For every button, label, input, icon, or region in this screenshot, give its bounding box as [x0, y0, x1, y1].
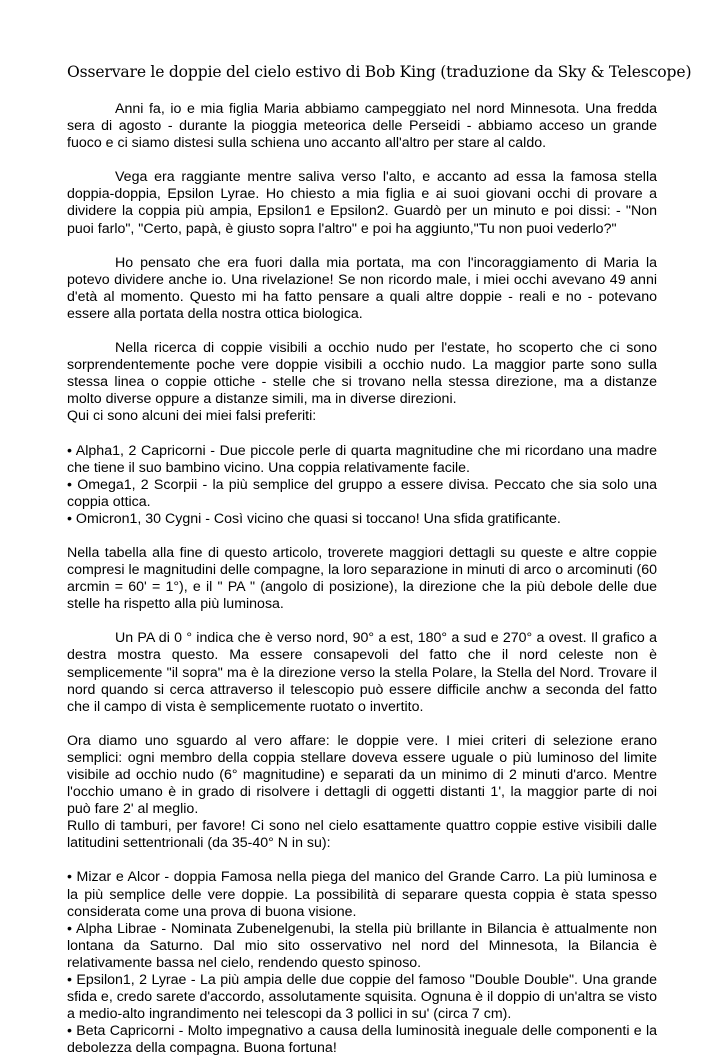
- list-item-omega-scorpii: • Omega1, 2 Scorpii - la più semplice del gruppo a essere divisa. Peccato che sia solo una coppia ottica.: [67, 476, 657, 510]
- document-body: [67, 101, 657, 1058]
- paragraph-true-doubles: Ora diamo uno sguardo al vero affare: le doppie vere. I miei criteri di selezione erano semplici: ogni membro della coppia stellare doveva essere uguale o più luminoso del limite visibile ad occhio nudo (6° magnitudine) e separati da un minimo di 2 minuti d'arco. Mentre l'occhio umano è in grado di risolvere i dettagli di oggetti distanti 1', la maggior parte di noi può fare 2' al meglio.: [67, 732, 657, 818]
- list-item-beta-capricorni: • Beta Capricorni - Molto impegnativo a causa della luminosità ineguale delle componenti e la debolezza della compagna. Buona fortuna!: [67, 1023, 657, 1057]
- list-item-mizar-alcor: • Mizar e Alcor - doppia Famosa nella piega del manico del Grande Carro. La più luminosa e la più semplice delle vere doppie. La possibilità di separare questa coppia è stata spesso considerata come una prova di buona visione.: [67, 869, 657, 920]
- paragraph-vega: Vega era raggiante mentre saliva verso l'alto, e accanto ad essa la famosa stella doppia-doppia, Epsilon Lyrae. Ho chiesto a mia figlia e ai suoi giovani occhi di provare a dividere la coppia più ampia, Epsilon1 e Epsilon2. Guardò per un minuto e poi dissi: - "Non puoi farlo", "Certo, papà, è giusto sopra l'altro" e poi ha aggiunto,"Tu non puoi vederlo?": [67, 169, 657, 237]
- list-item-alpha-librae: • Alpha Librae - Nominata Zubenelgenubi, la stella più brillante in Bilancia è attualmente non lontana da Saturno. Dal mio sito osservativo nel nord del Minnesota, la Bilancia è relativamente bassa nel cielo, rendendo questo spinoso.: [67, 920, 657, 971]
- paragraph-spacer: [67, 426, 657, 443]
- paragraph-table-info: Nella tabella alla fine di questo articolo, troverete maggiori dettagli su queste e altre coppie compresi le magnitudini delle compagne, la loro separazione in minuti di arco o arcominuti (60 arcmin = 60' = 1°), e il " PA " (angolo di posizione), la direzione che la più debole delle due stelle ha rispetto alla più luminosa.: [67, 544, 657, 613]
- paragraph-spacer: [67, 716, 657, 733]
- paragraph-spacer: [67, 152, 657, 169]
- paragraph-false-favorites-intro: Qui ci sono alcuni dei miei falsi preferiti:: [67, 408, 317, 425]
- paragraph-revelation: Ho pensato che era fuori dalla mia portata, ma con l'incoraggiamento di Maria la potevo dividere anche io. Una rivelazione! Se non ricordo male, i miei occhi avevano 49 anni d'età al momento. Questo mi ha fatto pensare a quali altre doppie - reali e no - potevano essere alla portata della nostra ottica biologica.: [67, 254, 657, 322]
- document-title: Osservare le doppie del cielo estivo di Bob King (traduzione da Sky & Telescope): [67, 63, 692, 81]
- paragraph-spacer: [67, 238, 657, 255]
- document-page: [67, 63, 692, 1058]
- list-item-omicron-cygni: • Omicron1, 30 Cygni - Così vicino che quasi si toccano! Una sfida gratificante.: [67, 510, 561, 527]
- paragraph-drumroll: Rullo di tamburi, per favore! Ci sono nel cielo esattamente quattro coppie estive visibili dalle latitudini settentrionali (da 35-40° N in su):: [67, 818, 657, 852]
- paragraph-search: Nella ricerca di coppie visibili a occhio nudo per l'estate, ho scoperto che ci sono sorprendentemente poche vere doppie visibili a occhio nudo. La maggior parte sono sulla stessa linea o coppie ottiche - stelle che si trovano nella stessa direzione, ma a distanze molto diverse oppure a distanze simili, ma in diverse direzioni.: [67, 340, 657, 408]
- paragraph-spacer: [67, 323, 657, 340]
- paragraph-position-angle: Un PA di 0 ° indica che è verso nord, 90° a est, 180° a sud e 270° a ovest. Il grafico a destra mostra questo. Ma essere consapevoli del fatto che il nord celeste non è semplicemente "il sopra" ma è la direzione verso la stella Polare, la Stella del Nord. Trovare il nord quando si cerca attraverso il telescopio può essere difficile anchw a seconda del fatto che il campo di vista è semplicemente ruotato o invertito.: [67, 630, 657, 715]
- paragraph-spacer: [67, 852, 657, 869]
- paragraph-spacer: [67, 613, 657, 630]
- list-item-alpha-capricorni: • Alpha1, 2 Capricorni - Due piccole perle di quarta magnitudine che mi ricordano una madre che tiene il suo bambino vicino. Una coppia relativamente facile.: [67, 442, 657, 476]
- paragraph-intro: Anni fa, io e mia figlia Maria abbiamo campeggiato nel nord Minnesota. Una fredda sera di agosto - durante la pioggia meteorica delle Perseidi - abbiamo acceso un grande fuoco e ci siamo distesi sulla schiena uno accanto all'altro per stare al caldo.: [67, 101, 657, 152]
- paragraph-spacer: [67, 528, 657, 545]
- list-item-epsilon-lyrae: • Epsilon1, 2 Lyrae - La più ampia delle due coppie del famoso "Double Double". Una grande sfida e, credo sarete d'accordo, assolutamente squisita. Ognuna è il doppio di un'altra se visto a medio-alto ingrandimento nei telescopi da 3 pollici in su' (circa 7 cm).: [67, 972, 657, 1023]
